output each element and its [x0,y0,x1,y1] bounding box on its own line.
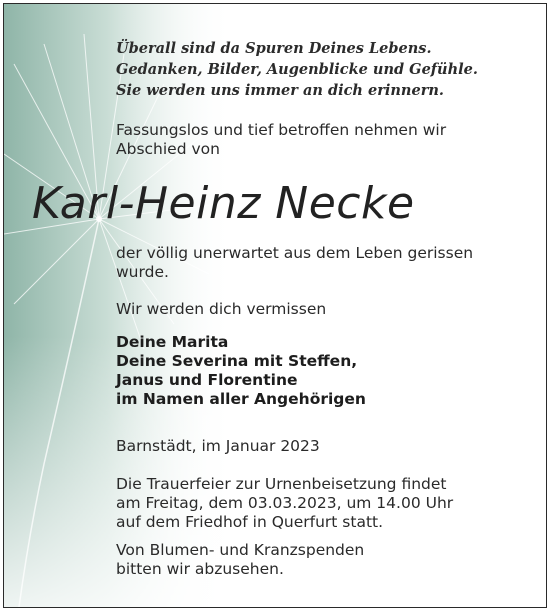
flowers-line: bitten wir abzusehen. [116,560,284,578]
ceremony-info [116,475,536,532]
verse-line: Gedanken, Bilder, Augenblicke und Gefühle. [116,61,478,78]
place-date: Barnstädt, im Januar 2023 [116,437,320,455]
after-name-line: wurde. [116,263,169,281]
flowers-line: Von Blumen- und Kranzspenden [116,541,365,559]
farewell-line: Wir werden dich vermissen [116,300,327,318]
family-line: im Namen aller Angehörigen [116,390,366,408]
intro-text [116,121,536,159]
ceremony-line: auf dem Friedhof in Querfurt statt. [116,513,384,531]
intro-line: Abschied von [116,140,220,158]
family-line: Deine Severina mit Steffen, [116,352,358,370]
ceremony-line: Die Trauerfeier zur Urnenbeisetzung findet [116,475,447,493]
family-signatures [116,333,536,409]
memorial-verse [116,38,536,101]
family-line: Deine Marita [116,333,229,351]
after-name-text [116,244,536,282]
verse-line: Überall sind da Spuren Deines Lebens. [116,40,432,57]
deceased-name: Karl-Heinz Necke [32,178,415,229]
obituary-frame [3,3,547,608]
intro-line: Fassungslos und tief betroffen nehmen wir [116,121,447,139]
verse-line: Sie werden uns immer an dich erinnern. [116,82,444,99]
flowers-note [116,541,536,579]
after-name-line: der völlig unerwartet aus dem Leben gerissen [116,244,474,262]
family-line: Janus und Florentine [116,371,298,389]
ceremony-line: am Freitag, dem 03.03.2023, um 14.00 Uhr [116,494,454,512]
